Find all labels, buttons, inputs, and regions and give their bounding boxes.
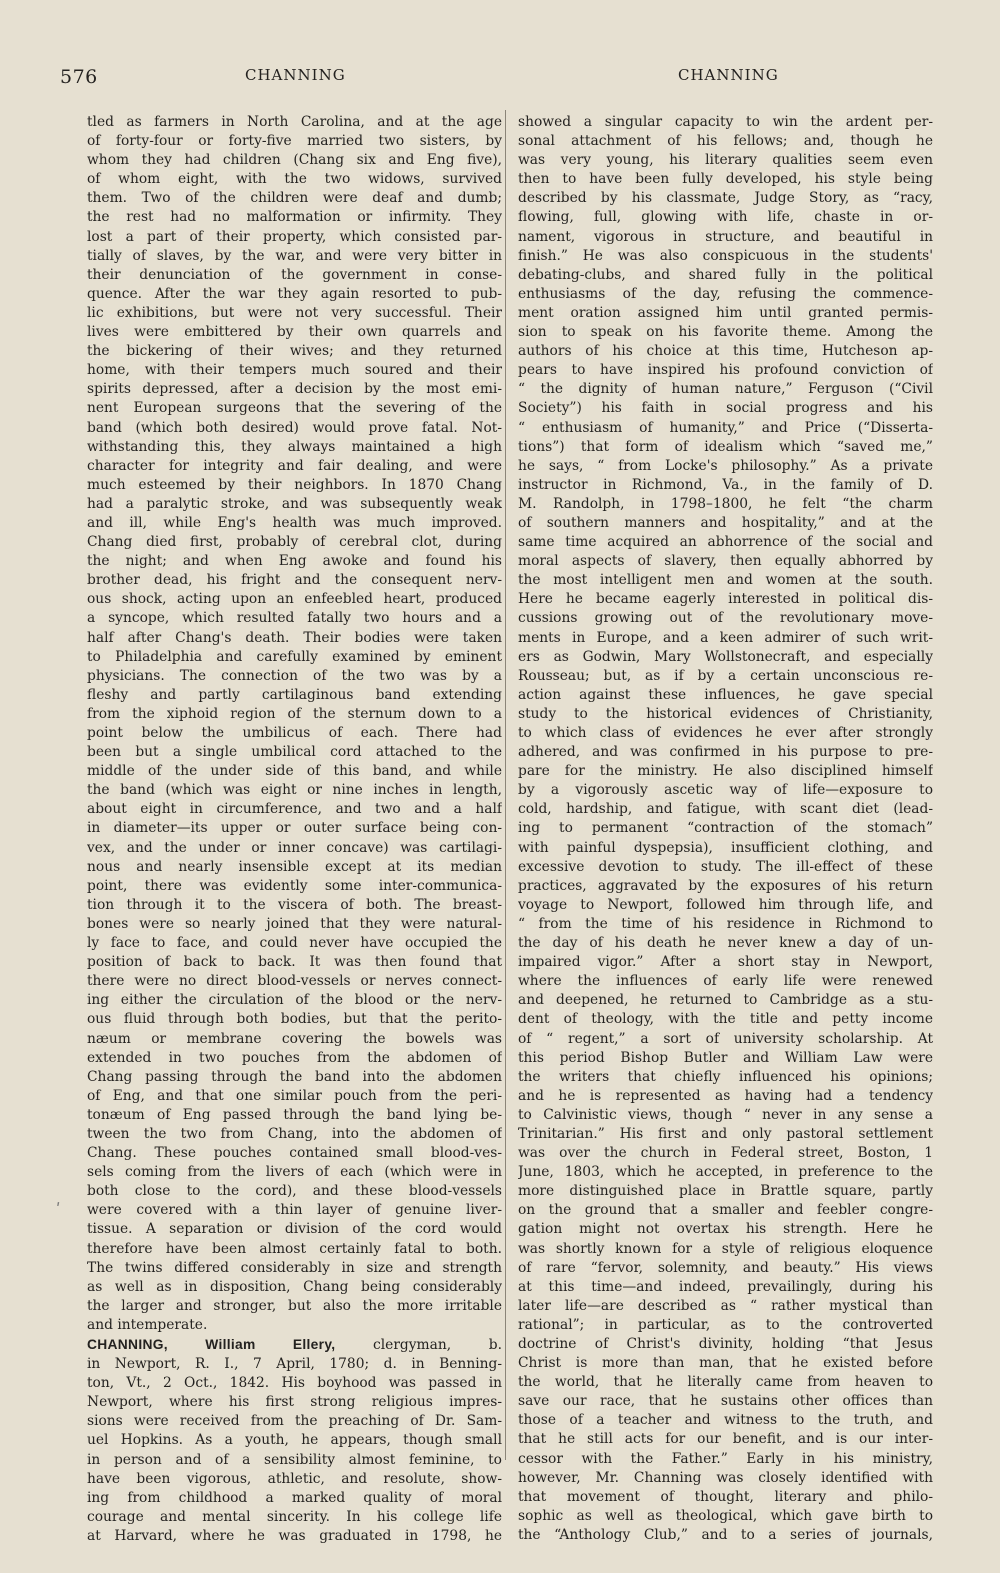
text-line: M. Randolph, in 1798–1800, he felt “the charm bbox=[518, 495, 933, 512]
text-line: to Calvinistic views, though “ never in any sense a bbox=[518, 1106, 933, 1123]
text-line: “ enthusiasm of humanity,” and Price (“Disserta- bbox=[518, 419, 933, 436]
left-column bbox=[87, 113, 502, 1546]
entry-first-line bbox=[87, 1335, 502, 1355]
text-line: extended in two pouches from the abdomen of bbox=[87, 1049, 502, 1066]
page-number: 576 bbox=[60, 66, 98, 88]
text-line: of forty-four or forty-five married two sisters, by bbox=[87, 133, 502, 150]
text-line: physicians. The connection of the two was by a bbox=[87, 667, 502, 684]
text-line: the rest had no malformation or infirmity. They bbox=[87, 209, 502, 226]
text-line: instructor in Richmond, Va., in the family of D. bbox=[518, 476, 933, 493]
text-line: nous and nearly insensible except at its median bbox=[87, 858, 502, 875]
text-line: finish.” He was also conspicuous in the students' bbox=[518, 247, 933, 264]
text-line: from the xiphoid region of the sternum down to a bbox=[87, 705, 502, 722]
text-line: impaired vigor.” After a short stay in Newport, bbox=[518, 954, 933, 971]
text-line: Rousseau; but, as if by a certain unconscious re- bbox=[518, 667, 933, 684]
text-line: tion through it to the viscera of both. The breast- bbox=[87, 896, 502, 913]
text-line: the bickering of their wives; and they returned bbox=[87, 343, 502, 360]
text-line: tissue. A separation or division of the cord would bbox=[87, 1221, 502, 1238]
running-head-right: CHANNING bbox=[678, 66, 779, 84]
text-line: Chang died first, probably of cerebral clot, during bbox=[87, 534, 502, 551]
text-line: ers as Godwin, Mary Wollstonecraft, and especially bbox=[518, 648, 933, 665]
text-line: doctrine of Christ's divinity, holding “that Jesus bbox=[518, 1336, 933, 1352]
running-head-left: CHANNING bbox=[245, 66, 346, 84]
text-line: the band (which was eight or nine inches in length, bbox=[87, 782, 502, 799]
text-line: Trinitarian.” His first and only pastoral settlement bbox=[518, 1125, 933, 1142]
text-line: dent of theology, with the title and petty income bbox=[518, 1011, 933, 1028]
text-line: were covered with a thin layer of genuine liver- bbox=[87, 1202, 502, 1219]
text-line: the most intelligent men and women at the south. bbox=[518, 572, 933, 589]
text-line: pears to have inspired his profound conviction of bbox=[518, 362, 933, 379]
text-line: of rare “fervor, solemnity, and beauty.” His views bbox=[518, 1259, 933, 1276]
text-line: therefore have been almost certainly fatal to both. bbox=[87, 1240, 502, 1257]
text-line: cessor with the Father.” Early in his ministry, bbox=[518, 1450, 933, 1467]
text-line: ing to permanent “contraction of the stomach” bbox=[518, 820, 933, 837]
text-line: Society”) his faith in social progress and his bbox=[518, 400, 933, 417]
text-line: been but a single umbilical cord attached to the bbox=[87, 744, 502, 761]
text-line: much esteemed by their neighbors. In 1870 Chang bbox=[87, 476, 502, 493]
text-line: that movement of thought, literary and philo- bbox=[518, 1488, 933, 1505]
text-line: sophic as well as theological, which gave birth to bbox=[518, 1507, 933, 1524]
text-line: showed a singular capacity to win the ardent per- bbox=[518, 114, 933, 130]
text-line: quence. After the war they again resorted to pub- bbox=[87, 285, 502, 302]
text-line: of Eng, and that one similar pouch from the peri- bbox=[87, 1087, 502, 1104]
entry-first-line-rest: clergyman, b. bbox=[335, 1337, 502, 1353]
text-line: however, Mr. Channing was closely identified with bbox=[518, 1469, 933, 1486]
text-line: and intemperate. bbox=[87, 1316, 208, 1333]
text-line: with painful dyspepsia), insufficient clothing, and bbox=[518, 839, 933, 856]
text-line: the day of his death he never knew a day of un- bbox=[518, 935, 933, 952]
column-rule bbox=[505, 110, 506, 1460]
text-line: ing from childhood a marked quality of moral bbox=[87, 1489, 502, 1506]
text-line: cussions growing out of the revolutionary move- bbox=[518, 610, 933, 627]
text-line: Christ is more than man, that he existed before bbox=[518, 1355, 933, 1372]
text-line: about eight in circumference, and two and a half bbox=[87, 801, 502, 818]
text-line: lives were embittered by their own quarrels and bbox=[87, 324, 502, 341]
text-line: voyage to Newport, followed him through life, and bbox=[518, 896, 933, 913]
text-line: study to the historical evidences of Christianity, bbox=[518, 705, 933, 722]
text-line: ous shock, acting upon an enfeebled heart, produced bbox=[87, 591, 502, 608]
text-line: lic exhibitions, but were not very successful. Their bbox=[87, 304, 502, 321]
text-line: courage and mental sincerity. In his college life bbox=[87, 1508, 502, 1525]
text-line: bones were so nearly joined that they were natural- bbox=[87, 915, 502, 932]
text-line: moral aspects of slavery, then equally abhorred by bbox=[518, 553, 933, 570]
text-line: The twins differed considerably in size and strength bbox=[87, 1259, 502, 1276]
text-line: June, 1803, which he accepted, in preference to the bbox=[518, 1164, 933, 1181]
text-line: as well as in disposition, Chang being considerably bbox=[87, 1278, 502, 1295]
text-line: in diameter—its upper or outer surface being con- bbox=[87, 820, 502, 837]
text-line: there were no direct blood-vessels or nerves connect- bbox=[87, 973, 502, 990]
text-line: spirits depressed, after a decision by the most emi- bbox=[87, 381, 502, 398]
text-line: their denunciation of the government in conse- bbox=[87, 266, 502, 283]
text-line: pare for the ministry. He also disciplined himself bbox=[518, 763, 933, 780]
text-line: ments in Europe, and a keen admirer of such writ- bbox=[518, 629, 933, 646]
text-line: ment oration assigned him until granted permis- bbox=[518, 304, 933, 321]
text-line: to which class of evidences he ever after strongly bbox=[518, 725, 933, 741]
text-line: withstanding this, they always maintained a high bbox=[87, 438, 502, 455]
text-line: point, there was evidently some inter-communica- bbox=[87, 877, 502, 894]
text-line: næum or membrane covering the bowels was bbox=[87, 1030, 502, 1047]
text-line: adhered, and was confirmed in his purpose to pre- bbox=[518, 744, 933, 761]
text-line: later life—are described as “ rather mystical than bbox=[518, 1297, 933, 1314]
text-line: nent European surgeons that the severing of the bbox=[87, 400, 502, 417]
text-line: the writers that chiefly influenced his opinions; bbox=[518, 1068, 933, 1085]
text-line: “ from the time of his residence in Richmond to bbox=[518, 915, 933, 932]
text-line: at Harvard, where he was graduated in 1798, he bbox=[87, 1527, 502, 1544]
text-line: save our race, that he sustains other offices than bbox=[518, 1393, 933, 1410]
text-line: tween the two from Chang, into the abdomen of bbox=[87, 1125, 502, 1142]
text-line: the “Anthology Club,” and to a series of journals, bbox=[518, 1526, 933, 1543]
page-header bbox=[0, 66, 1000, 90]
text-line: enthusiasms of the day, refusing the commence- bbox=[518, 285, 933, 302]
text-line: at this time—and indeed, prevailingly, during his bbox=[518, 1278, 933, 1295]
text-line: flowing, full, glowing with life, chaste in or- bbox=[518, 209, 933, 226]
text-line: sonal attachment of his fellows; and, though he bbox=[518, 133, 933, 150]
text-line: vex, and the under or inner concave) was cartilagi- bbox=[87, 839, 502, 856]
text-line: tions”) that form of idealism which “saved me,” bbox=[518, 438, 933, 455]
text-line: of southern manners and hospitality,” and at the bbox=[518, 514, 933, 531]
text-line: and ill, while Eng's health was much improved. bbox=[87, 514, 502, 531]
text-line: have been vigorous, athletic, and resolute, show- bbox=[87, 1470, 502, 1487]
text-line: this period Bishop Butler and William Law were bbox=[518, 1049, 933, 1066]
text-line: ing either the circulation of the blood or the nerv- bbox=[87, 992, 502, 1009]
text-line: tially of slaves, by the war, and were very bitter in bbox=[87, 247, 502, 264]
text-line: point below the umbilicus of each. There had bbox=[87, 725, 502, 741]
text-line: band (which both desired) would prove fatal. Not- bbox=[87, 419, 502, 436]
text-line: rational”; in particular, as to the controverted bbox=[518, 1316, 933, 1333]
text-line: tled as farmers in North Carolina, and at the age bbox=[87, 114, 502, 130]
text-line: both close to the cord), and these blood-vessels bbox=[87, 1183, 502, 1200]
text-line: described by his classmate, Judge Story, as “racy, bbox=[518, 190, 933, 207]
text-line: ous fluid through both bodies, but that the perito- bbox=[87, 1011, 502, 1028]
text-line: position of back to back. It was then found that bbox=[87, 954, 502, 971]
text-line: nament, vigorous in structure, and beautiful in bbox=[518, 228, 933, 245]
text-line: more distinguished place in Brattle square, partly bbox=[518, 1183, 933, 1200]
text-line: the larger and stronger, but also the more irritable bbox=[87, 1297, 502, 1314]
text-line: authors of his choice at this time, Hutcheson ap- bbox=[518, 343, 933, 360]
text-line: lost a part of their property, which consisted par- bbox=[87, 228, 502, 245]
text-line: debating-clubs, and shared fully in the political bbox=[518, 266, 933, 283]
text-line: a syncope, which resulted fatally two hours and a bbox=[87, 610, 502, 627]
text-line: action against these influences, he gave special bbox=[518, 686, 933, 703]
text-line: of whom eight, with the two widows, survived bbox=[87, 171, 502, 188]
text-line: half after Chang's death. Their bodies were taken bbox=[87, 629, 502, 646]
margin-mark: ʹ bbox=[56, 1200, 61, 1219]
text-line: practices, aggravated by the exposures of his return bbox=[518, 877, 933, 894]
text-line: he says, “ from Locke's philosophy.” As a private bbox=[518, 457, 933, 474]
text-line: character for integrity and fair dealing, and were bbox=[87, 457, 502, 474]
text-line: Newport, where his first strong religious impres- bbox=[87, 1394, 502, 1411]
text-line: same time acquired an abhorrence of the social and bbox=[518, 534, 933, 551]
text-line: sels coming from the livers of each (which were in bbox=[87, 1164, 502, 1181]
text-line: ly face to face, and could never have occupied the bbox=[87, 935, 502, 952]
text-line: had a paralytic stroke, and was subsequently weak bbox=[87, 495, 502, 512]
text-line: of “ regent,” a sort of university scholarship. At bbox=[518, 1030, 933, 1047]
text-line: in person and of a sensibility almost feminine, to bbox=[87, 1451, 502, 1468]
text-line: “ the dignity of human nature,” Ferguson (“Civil bbox=[518, 381, 933, 398]
text-line: and deepened, he returned to Cambridge as a stu- bbox=[518, 992, 933, 1009]
text-line: home, with their tempers much soured and their bbox=[87, 362, 502, 379]
text-line: Chang. These pouches contained small blood-ves- bbox=[87, 1145, 502, 1162]
text-line: sions were received from the preaching of Dr. Sam- bbox=[87, 1413, 502, 1430]
text-line: was shortly known for a style of religious eloquence bbox=[518, 1240, 933, 1257]
text-line: on the ground that a smaller and feebler congre- bbox=[518, 1202, 933, 1219]
text-line: the night; and when Eng awoke and found his bbox=[87, 553, 502, 570]
text-line: Here he became eagerly interested in political dis- bbox=[518, 591, 933, 608]
text-line: to Philadelphia and carefully examined by eminent bbox=[87, 648, 502, 665]
text-line: was over the church in Federal street, Boston, 1 bbox=[518, 1145, 933, 1162]
text-line: excessive devotion to study. The ill-effect of these bbox=[518, 858, 933, 875]
text-line: Chang passing through the band into the abdomen bbox=[87, 1068, 502, 1085]
text-line: in Newport, R. I., 7 April, 1780; d. in Benning- bbox=[87, 1356, 502, 1373]
text-line: uel Hopkins. As a youth, he appears, though small bbox=[87, 1432, 502, 1449]
text-line: middle of the under side of this band, and while bbox=[87, 763, 502, 780]
text-line: them. Two of the children were deaf and dumb; bbox=[87, 190, 502, 207]
text-line: cold, hardship, and fatigue, with scant diet (lead- bbox=[518, 801, 933, 818]
text-line: sion to speak on his favorite theme. Among the bbox=[518, 324, 933, 341]
text-line: then to have been fully developed, his style being bbox=[518, 171, 933, 188]
text-line: was very young, his literary qualities seem even bbox=[518, 152, 933, 169]
text-line: those of a teacher and witness to the truth, and bbox=[518, 1412, 933, 1429]
text-line: gation might not overtax his strength. Here he bbox=[518, 1221, 933, 1238]
text-line: by a vigorously ascetic way of life—exposure to bbox=[518, 782, 933, 799]
right-column bbox=[518, 113, 933, 1545]
text-line: whom they had children (Chang six and Eng five), bbox=[87, 152, 502, 169]
text-line: the world, that he literally came from heaven to bbox=[518, 1374, 933, 1391]
text-line: where the influences of early life were renewed bbox=[518, 973, 933, 990]
entry-headword: CHANNING, William Ellery, bbox=[87, 1337, 336, 1352]
text-line: and he is represented as having had a tendency bbox=[518, 1087, 933, 1104]
text-line: fleshy and partly cartilaginous band extending bbox=[87, 686, 502, 703]
text-line: ton, Vt., 2 Oct., 1842. His boyhood was passed in bbox=[87, 1375, 502, 1392]
text-line: brother dead, his fright and the consequent nerv- bbox=[87, 572, 502, 589]
text-line: tonæum of Eng passed through the band lying be- bbox=[87, 1106, 502, 1123]
text-line: that he still acts for our benefit, and is our inter- bbox=[518, 1431, 933, 1448]
